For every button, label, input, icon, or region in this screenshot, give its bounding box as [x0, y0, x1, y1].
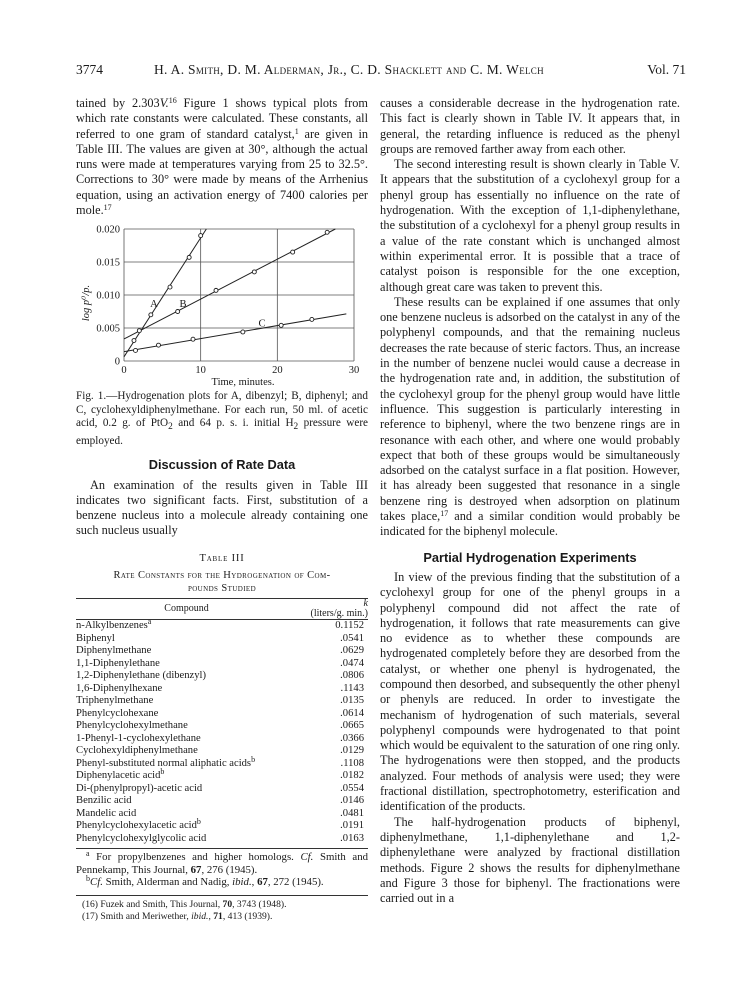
table-row	[76, 770, 368, 783]
table-row	[76, 670, 368, 683]
table-row	[76, 820, 368, 833]
rate-constant-value: 0.1152	[335, 620, 364, 632]
table-footnote-b: $^b$Cf. Smith, Alderman and Nadig, ibid., 67, 272 (1945).	[86, 874, 324, 889]
rate-constant-value: .0191	[340, 820, 364, 832]
rate-constant-value: .0146	[340, 795, 364, 807]
table-row	[76, 733, 368, 746]
column-header-k: k (liters/g. min.)	[310, 598, 368, 620]
compound-name: Biphenyl	[76, 632, 115, 644]
compound-name: 1-Phenyl-1-cyclohexylethane	[76, 732, 201, 744]
compound-name: Mandelic acid	[76, 807, 137, 819]
reference-17: (17) Smith and Meriwether, ibid., 71, 413 (1939).	[82, 910, 273, 922]
table-row	[76, 695, 368, 708]
y-axis-label: log p⁰/p.	[81, 285, 92, 322]
right-paragraph-5: The half-hydrogenation products of biphenyl, diphenylmethane, 1,1-diphenylethane and 1,2-diphenylethane were analyzed by fractional distillation methods. Figure 2 shows the results for diphenylmethane and Figure 3 those for biphenyl. The fractionations were carried out in a	[380, 814, 680, 906]
rate-constant-value: .0474	[340, 657, 364, 669]
table-row	[76, 620, 368, 633]
rate-constant-value: .1143	[340, 682, 364, 694]
x-tick-label: 30	[348, 365, 360, 377]
compound-name: Phenylcyclohexylacetic acid$^b$	[76, 817, 201, 832]
figure-1-chart	[76, 221, 368, 387]
x-axis-label: Time, minutes.	[211, 377, 275, 388]
running-authors: H. A. Smith, D. M. Alderman, Jr., C. D. Shacklett and C. M. Welch	[154, 62, 544, 77]
rate-constant-value: .0614	[340, 707, 364, 719]
series-label-C: C	[258, 319, 266, 331]
compound-name: Benzilic acid	[76, 795, 132, 807]
data-point	[279, 324, 283, 328]
table-3-title: Table III	[199, 552, 245, 564]
data-point	[241, 330, 245, 334]
compound-name: Cyclohexyldiphenylmethane	[76, 745, 198, 757]
data-point	[199, 234, 203, 238]
rate-constants-table	[76, 598, 368, 847]
compound-name: Di-(phenylpropyl)-acetic acid	[76, 782, 203, 794]
rate-constant-value: .0182	[340, 770, 364, 782]
table-row	[76, 795, 368, 808]
compound-name: Phenylcyclohexylmethane	[76, 720, 188, 732]
compound-name: Phenylcyclohexane	[76, 707, 159, 719]
series-label-A: A	[150, 299, 158, 311]
data-point	[132, 339, 136, 343]
series-label-B: B	[179, 299, 187, 311]
table-row	[76, 708, 368, 721]
x-tick-label: 10	[195, 365, 206, 377]
data-point	[187, 256, 191, 260]
rate-constant-value: .0629	[340, 645, 364, 657]
compound-name: n-Alkylbenzenes$^a$	[76, 617, 152, 632]
table-row	[76, 720, 368, 733]
table-row	[76, 683, 368, 696]
rate-constant-value: .0541	[340, 632, 364, 644]
y-tick-label: 0	[114, 356, 120, 368]
rate-constant-value: .0806	[340, 670, 364, 682]
compound-name: 1,1-Diphenylethane	[76, 657, 160, 669]
y-tick-label: 0.015	[96, 257, 120, 269]
table-footnotes	[76, 851, 368, 889]
rate-constant-value: .0129	[340, 745, 364, 757]
right-paragraph-2: The second interesting result is shown clearly in Table V. It appears that the substitution of a cyclohexyl group for a phenyl group has essentially no influence on the rate of hydrogenation. With the exception of 1,1-diphenylethane, the substitution of a cyclohexyl for a phenyl group results in a value of the rate constant which is unchanged almost within experimental error. It is possible that a trace of catalyst poison is responsible for the one exception, although great care was taken to prevent this.	[380, 157, 680, 294]
data-point	[191, 338, 195, 342]
left-paragraph-2: An examination of the results given in Table III indicates two significant facts. First, substitution of a benzene nucleus into a molecule already containing one such nucleus usually	[76, 477, 368, 538]
rate-constant-value: .0135	[340, 695, 364, 707]
compound-name: Triphenylmethane	[76, 695, 154, 707]
data-point	[214, 289, 218, 293]
compound-name: Diphenylacetic acid$^b$	[76, 767, 165, 782]
table-row	[76, 745, 368, 758]
table-footnote-a: $^a$ For propylbenzenes and higher homologs. Cf. Smith and Pennekamp, This Journal, 67, 276 (1945).	[76, 849, 368, 876]
reference-16: (16) Fuzek and Smith, This Journal, 70, 3743 (1948).	[82, 898, 287, 910]
y-tick-label: 0.010	[96, 290, 120, 302]
rate-constant-value: .0366	[340, 732, 364, 744]
data-point	[310, 318, 314, 322]
table-header-row	[76, 599, 368, 620]
compound-name: Diphenylmethane	[76, 645, 152, 657]
data-point	[137, 329, 141, 333]
compound-name: 1,2-Diphenylethane (dibenzyl)	[76, 670, 207, 682]
section-heading-partial-hydrogenation: Partial Hydrogenation Experiments	[423, 549, 637, 565]
y-tick-label: 0.005	[96, 323, 120, 335]
left-paragraph-1: tained by 2.303V.$^{16}$ Figure 1 shows typical plots from which rate constants were calculated. These constants, all referred to one gram of standard catalyst,$^1$ are given in Table III. The values are given at 30°, although the actual runs were made at temperatures varying from 25 to 32.5°. Corrections to 30° were made by means of the Arrhenius equation, using an activation energy of 7400 calories per mole.$^{17}$	[76, 96, 369, 218]
column-header-compound: Compound	[164, 602, 209, 614]
data-point	[149, 313, 153, 317]
table-row	[76, 783, 368, 796]
page-number: 3774	[76, 62, 103, 77]
data-point	[291, 250, 295, 254]
x-tick-label: 20	[272, 365, 283, 377]
data-point	[325, 231, 329, 235]
table-row	[76, 645, 368, 658]
table-row	[76, 633, 368, 646]
table-row	[76, 658, 368, 671]
right-paragraph-4: In view of the previous finding that the substitution of a cyclohexyl group for one of the phenyl groups in a polyphenyl compound did not affect the rate of hydrogenation, it follows that rate measurements can give no evidence as to whether these compounds are hydrogenated completely before they are desorbed from the catalyst, or whether one phenyl is hydrogenated, the compound then desorbed, and subsequently the other phenyl or phenyls are reduced. In order to investigate the mechanism of hydrogenation of such materials, several polyphenyl compounds were hydrogenated to that point which would be equivalent to the saturation of one ring only. The hydrogenations were then stopped, and the products analyzed. Four methods of analysis were used; they were fractional distillation, spectrophotometry, esterification and identification of the products.	[380, 569, 680, 814]
data-point	[176, 310, 180, 314]
rate-constant-value: .0665	[340, 720, 364, 732]
volume-label: Vol. 71	[647, 62, 686, 77]
right-column	[380, 96, 680, 906]
rate-constant-value: .0481	[340, 807, 364, 819]
rate-constant-value: .0163	[340, 832, 364, 844]
compound-name: Phenylcyclohexylglycolic acid	[76, 832, 207, 844]
rate-constant-value: .1108	[340, 757, 364, 769]
series-line-B	[124, 229, 335, 339]
compound-name: 1,6-Diphenylhexane	[76, 682, 163, 694]
rate-constant-value: .0554	[340, 782, 364, 794]
right-paragraph-3: These results can be explained if one assumes that only one benzene nucleus is adsorbed on the catalyst in any of the polyphenyl compounds, and that the remaining nucleus decreases the rate because of steric factors. Thus, an increase in the number of benzene nuclei would cause a decrease in the hydrogenation rate and, in addition, the substitution of the cyclohexyl group for the phenyl group would have little influence. This suggestion is particularly interesting in reference to biphenyl, where the two benzene rings are in resonance with each other, and where one would probably expect that both of these groups would be simultaneously adsorbed on the catalyst surface in a flat position. However, it has already been suggested that resonance in a single benzene ring is destroyed when adsorption on platinum takes place,$^{17}$ and a similar condition would probably be indicated for the biphenyl molecule.	[380, 294, 680, 539]
data-point	[134, 349, 138, 353]
figure-1-caption: Fig. 1.—Hydrogenation plots for A, dibenzyl; B, diphenyl; and C, cyclohexyldiphenylmethane. For each run, 50 ml. of acetic acid, 0.2 g. of PtO$_2$ and 64 p. s. i. initial $H_2$ pressure were employed.	[76, 390, 369, 447]
x-tick-label: 0	[121, 365, 127, 377]
y-tick-label: 0.020	[96, 224, 120, 236]
table-row	[76, 808, 368, 821]
data-point	[168, 285, 172, 289]
right-paragraph-1: causes a considerable decrease in the hydrogenation rate. This fact is clearly shown in Table IV. It appears that, in general, the retarding influence is reduced as the phenyl groups are removed farther away from each other.	[380, 96, 680, 156]
table-3-caption: Rate Constants for the Hydrogenation of Com- pounds Studied	[113, 570, 331, 594]
compound-name: Phenyl-substituted normal aliphatic acids$^b$	[76, 754, 256, 769]
running-header	[76, 62, 686, 82]
references	[76, 899, 368, 923]
table-row	[76, 758, 368, 771]
section-heading-rate-data: Discussion of Rate Data	[148, 457, 296, 473]
data-point	[252, 270, 256, 274]
table-row	[76, 833, 368, 848]
data-point	[157, 344, 161, 348]
left-column	[76, 96, 368, 923]
